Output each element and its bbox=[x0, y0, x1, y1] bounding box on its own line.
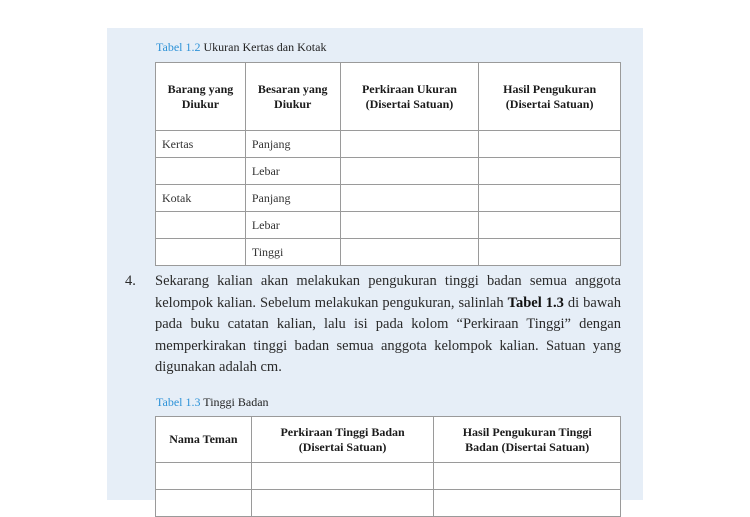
table-1-2-header: Barang yang Diukur bbox=[156, 63, 246, 131]
table-row bbox=[156, 212, 621, 239]
table-cell bbox=[479, 185, 621, 212]
table-row bbox=[156, 131, 621, 158]
table-cell: Tinggi bbox=[245, 239, 340, 266]
table-cell: Panjang bbox=[245, 185, 340, 212]
table-1-3-header-row bbox=[156, 417, 621, 463]
table-cell bbox=[156, 490, 252, 517]
table-cell bbox=[340, 185, 479, 212]
table-cell bbox=[434, 463, 621, 490]
table-cell bbox=[479, 239, 621, 266]
table-row bbox=[156, 490, 621, 517]
table-row bbox=[156, 185, 621, 212]
table-1-2-title: Ukuran Kertas dan Kotak bbox=[203, 40, 327, 54]
table-cell bbox=[156, 239, 246, 266]
table-1-3-header: Perkiraan Tinggi Badan (Disertai Satuan) bbox=[251, 417, 434, 463]
table-cell bbox=[340, 158, 479, 185]
table-row bbox=[156, 239, 621, 266]
table-cell bbox=[251, 463, 434, 490]
table-1-3-header: Nama Teman bbox=[156, 417, 252, 463]
table-1-3-caption bbox=[156, 395, 269, 410]
step-4-paragraph bbox=[155, 271, 621, 379]
table-cell bbox=[434, 490, 621, 517]
table-1-2-header: Besaran yang Diukur bbox=[245, 63, 340, 131]
table-cell bbox=[479, 158, 621, 185]
table-row bbox=[156, 158, 621, 185]
table-cell bbox=[340, 239, 479, 266]
table-cell: Kotak bbox=[156, 185, 246, 212]
table-1-3 bbox=[155, 416, 621, 517]
table-row bbox=[156, 463, 621, 490]
table-1-2 bbox=[155, 62, 621, 266]
step-number: 4. bbox=[125, 273, 136, 289]
table-1-3-title: Tinggi Badan bbox=[203, 395, 269, 409]
table-cell: Lebar bbox=[245, 212, 340, 239]
table-1-2-label: Tabel 1.2 bbox=[156, 40, 201, 54]
table-cell bbox=[340, 131, 479, 158]
table-cell: Kertas bbox=[156, 131, 246, 158]
table-1-2-header-row bbox=[156, 63, 621, 131]
table-1-2-header: Perkiraan Ukuran (Disertai Satuan) bbox=[340, 63, 479, 131]
table-cell bbox=[479, 212, 621, 239]
table-cell bbox=[156, 463, 252, 490]
table-1-2-caption bbox=[156, 40, 326, 55]
table-1-3-header: Hasil Pengukuran Tinggi Badan (Disertai Satuan) bbox=[434, 417, 621, 463]
table-cell bbox=[156, 212, 246, 239]
step-4-text: di bawah pada buku catatan kalian, lalu isi pada kolom “Perkiraan Tinggi” dengan memperkirakan tinggi badan semua anggota kelompok kalian. Satuan yang digunakan adalah cm. bbox=[155, 294, 621, 375]
table-1-2-header: Hasil Pengukuran (Disertai Satuan) bbox=[479, 63, 621, 131]
table-cell: Lebar bbox=[245, 158, 340, 185]
step-4-bold-reference: Tabel 1.3 bbox=[507, 294, 564, 311]
step-4-text: Sekarang kalian akan melakukan pengukuran tinggi badan semua anggota kelompok kalian. Sebelum melakukan pengukuran, salinlah bbox=[155, 273, 621, 311]
table-cell bbox=[340, 212, 479, 239]
table-cell bbox=[479, 131, 621, 158]
table-1-3-label: Tabel 1.3 bbox=[156, 395, 201, 409]
table-cell bbox=[156, 158, 246, 185]
table-cell: Panjang bbox=[245, 131, 340, 158]
table-cell bbox=[251, 490, 434, 517]
